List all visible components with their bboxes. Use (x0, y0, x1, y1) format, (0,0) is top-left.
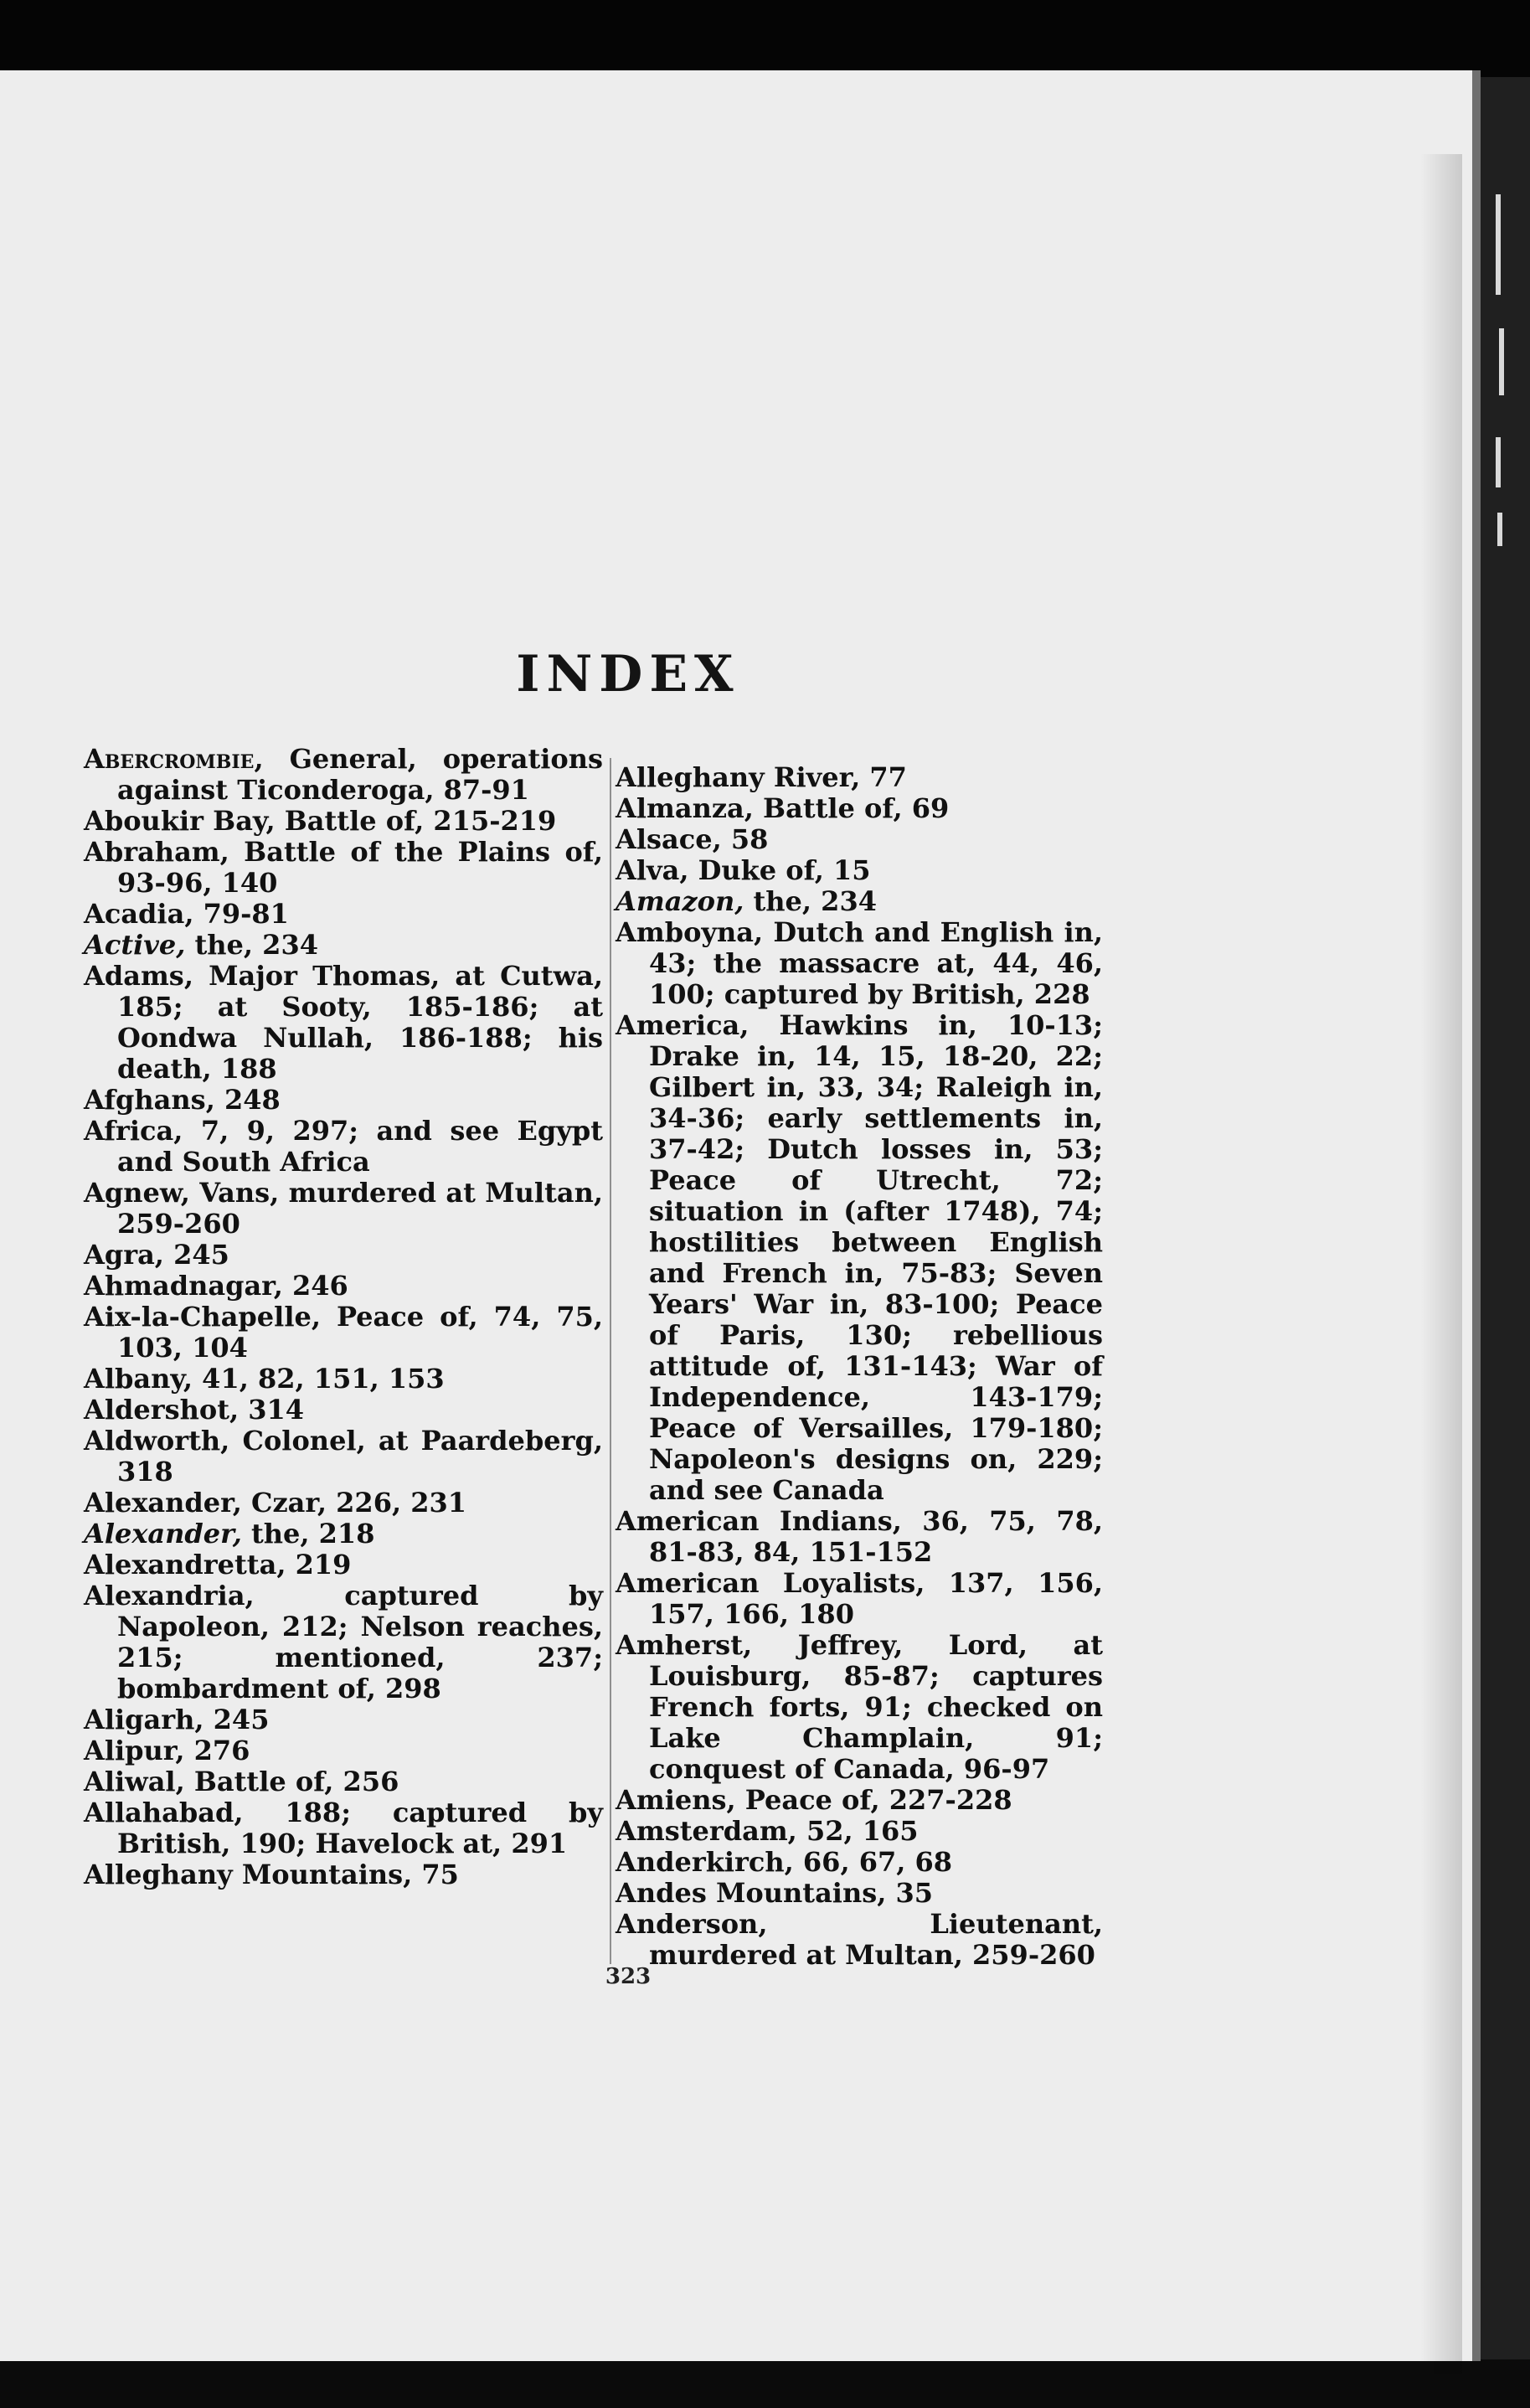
index-entry-references: General, operations against Ticonderoga, 87-91 (117, 743, 603, 806)
index-entry-head: Adams, (84, 960, 193, 992)
index-entry-head: American (616, 1505, 760, 1537)
index-entry-references: Major Thomas, at Cutwa, 185; at Sooty, 185-186; at Oondwa Nullah, 186-188; his death, 188 (117, 960, 603, 1085)
index-entry (616, 1847, 1103, 1878)
index-entry (616, 1878, 1103, 1909)
index-entry-head: Alipur, (84, 1735, 185, 1766)
index-entry-references: 219 (286, 1549, 352, 1580)
index-entry (84, 1488, 603, 1519)
index-entry (84, 1302, 603, 1364)
index-entry-head: Allahabad, (84, 1797, 244, 1828)
index-entry (616, 1506, 1103, 1568)
index-entry (84, 899, 603, 930)
index-entry (616, 1816, 1103, 1847)
spine-mark (1496, 194, 1501, 295)
index-entry (84, 1178, 603, 1240)
index-entry-head: Amsterdam, (616, 1815, 797, 1847)
index-entry-head: Anderson, (616, 1908, 768, 1940)
index-entry (616, 1630, 1103, 1785)
page-shadow (1420, 154, 1462, 2374)
index-entry (84, 806, 603, 837)
index-entry (84, 1240, 603, 1271)
spine-mark (1496, 437, 1501, 487)
index-entry (84, 1735, 603, 1766)
index-entry (84, 837, 603, 899)
index-entry (84, 744, 603, 806)
index-entry (84, 1116, 603, 1178)
index-entry-head: Active, (84, 929, 186, 961)
index-entry-references: Loyalists, 137, 156, 157, 166, 180 (649, 1567, 1103, 1630)
index-entry-references: 245 (163, 1239, 229, 1271)
index-entry-head: Aldershot, (84, 1394, 240, 1426)
index-entry-head: American (616, 1567, 760, 1599)
index-entry-references: captured by Napoleon, 212; Nelson reaches, 215; mentioned, 237; bombardment of, 298 (117, 1580, 603, 1704)
index-entry-references: Battle of, 256 (184, 1766, 399, 1797)
index-entry-references: Czar, 226, 231 (241, 1487, 467, 1519)
index-entry (616, 793, 1103, 824)
index-entry-references: 79-81 (193, 898, 289, 930)
index-entry-references: Battle of, 69 (753, 792, 950, 824)
index-entry-references: Hawkins in, 10-13; Drake in, 14, 15, 18-20, 22; Gilbert in, 33, 34; Raleigh in, 34-36; early settlements in, 37-42; Dutch losses in, 53; Peace of Utrecht, 72; situation in (after 1748), 74; hostilities between English and French in, 75-83; Seven Years' War in, 83-100; Peace of Paris, 130; rebellious attitude of, 131-143; War of Independence, 143-179; Peace of Versailles, 179-180; Napoleon's designs on, 229; and see Canada (649, 1009, 1103, 1506)
index-entry (84, 1549, 603, 1580)
index-entry-head: Almanza, (616, 792, 754, 824)
index-entry-head: Agra, (84, 1239, 164, 1271)
index-entry-references: Indians, 36, 75, 78, 81-83, 84, 151-152 (649, 1505, 1103, 1568)
index-entry-head: Amazon, (616, 885, 744, 917)
index-entry (84, 1797, 603, 1859)
index-entry (84, 1704, 603, 1735)
index-entry-head: Andes (616, 1877, 707, 1909)
index-entry-references: Lieutenant, murdered at Multan, 259-260 (649, 1908, 1103, 1971)
index-entry (616, 917, 1103, 1010)
index-entry-references: 245 (203, 1704, 270, 1735)
index-entry-head: Amherst, (616, 1629, 753, 1661)
index-entry (84, 961, 603, 1085)
index-entry (84, 1580, 603, 1704)
index-entry-head: Anderkirch, (616, 1846, 794, 1878)
index-entry-references: 41, 82, 151, 153 (193, 1363, 445, 1395)
index-entry-references: 276 (184, 1735, 250, 1766)
page-title: INDEX (516, 645, 740, 704)
index-entry-references: 314 (239, 1394, 305, 1426)
index-entry (616, 855, 1103, 886)
index-entry-references: the, 234 (185, 929, 318, 961)
index-entry-head: Amiens, (616, 1784, 736, 1816)
index-entry-head: Acadia, (84, 898, 194, 930)
scan-background-top (0, 0, 1530, 77)
index-entry-head: Agnew, (84, 1177, 190, 1209)
index-entry-references: River, 77 (764, 761, 907, 793)
index-entry (616, 1010, 1103, 1506)
index-entry-references: Peace of, 74, 75, 103, 104 (117, 1301, 603, 1364)
index-entry (84, 1395, 603, 1426)
index-entry-head: Aligarh, (84, 1704, 204, 1735)
column-divider (610, 758, 611, 1964)
index-entry-references: 58 (721, 823, 769, 855)
index-entry (616, 1785, 1103, 1816)
index-entry-references: Vans, murdered at Multan, 259-260 (117, 1177, 603, 1240)
index-entry-references: Mountains, 35 (706, 1877, 934, 1909)
index-entry-references: the, 218 (241, 1518, 375, 1549)
index-entry-head: Aboukir (84, 805, 203, 837)
index-entry-head: Alexandretta, (84, 1549, 286, 1580)
index-entry-references: Peace of, 227-228 (735, 1784, 1012, 1816)
index-entry (84, 930, 603, 961)
index-entry-head: Ahmadnagar, (84, 1270, 283, 1302)
index-entry-head: Albany, (84, 1363, 193, 1395)
index-entry-head: Africa, (84, 1115, 183, 1147)
index-column-right (616, 762, 1103, 1971)
index-entry (84, 1271, 603, 1302)
index-entry-references: 66, 67, 68 (793, 1846, 953, 1878)
index-entry-references: Jeffrey, Lord, at Louisburg, 85-87; captures French forts, 91; checked on Lake Champlain, 91; conquest of Canada, 96-97 (649, 1629, 1103, 1785)
index-entry-references: Battle of the Plains of, 93-96, 140 (117, 836, 603, 899)
index-entry-head: Alleghany (84, 1859, 233, 1890)
index-entry-head: Alleghany (616, 761, 765, 793)
index-entry-references: Dutch and English in, 43; the massacre at, 44, 46, 100; captured by British, 228 (649, 916, 1103, 1010)
index-entry-head: Alsace, (616, 823, 722, 855)
index-entry-references: 246 (282, 1270, 348, 1302)
index-entry (84, 1766, 603, 1797)
index-entry (84, 1859, 603, 1890)
index-entry-head: Alva, (616, 854, 689, 886)
index-entry-references: Bay, Battle of, 215-219 (203, 805, 557, 837)
index-entry (84, 1426, 603, 1488)
index-entry (84, 1519, 603, 1549)
index-entry (616, 762, 1103, 793)
book-spine (1481, 77, 1530, 2359)
index-entry-head: Abraham, (84, 836, 229, 868)
index-entry-head: Afghans, (84, 1084, 215, 1116)
index-entry-head: America, (616, 1009, 750, 1041)
index-entry-references: 7, 9, 297; and see Egypt and South Africa (117, 1115, 603, 1178)
index-entry-head: Abercrombie, (84, 743, 264, 775)
index-entry-references: the, 234 (744, 885, 877, 917)
index-column-left (84, 744, 603, 1890)
index-entry-head: Amboyna, (616, 916, 764, 948)
page-number: 323 (605, 1964, 652, 1989)
index-entry-references: 188; captured by British, 190; Havelock at, 291 (117, 1797, 603, 1859)
index-entry (616, 824, 1103, 855)
index-entry (616, 886, 1103, 917)
index-entry-references: Duke of, 15 (688, 854, 871, 886)
index-entry (84, 1085, 603, 1116)
index-entry-references: 248 (214, 1084, 281, 1116)
index-entry-head: Alexander, (84, 1518, 242, 1549)
index-entry-head: Alexandria, (84, 1580, 255, 1611)
spine-mark (1499, 328, 1504, 395)
index-entry-references: Colonel, at Paardeberg, 318 (117, 1425, 603, 1488)
index-entry-references: 52, 165 (796, 1815, 919, 1847)
index-entry (616, 1909, 1103, 1971)
index-entry (84, 1364, 603, 1395)
index-entry-head: Aldworth, (84, 1425, 230, 1457)
spine-mark (1497, 513, 1502, 546)
index-entry (616, 1568, 1103, 1630)
index-entry-head: Aix-la-Chapelle, (84, 1301, 321, 1333)
index-entry-head: Aliwal, (84, 1766, 185, 1797)
index-entry-head: Alexander, (84, 1487, 242, 1519)
index-entry-references: Mountains, 75 (232, 1859, 459, 1890)
